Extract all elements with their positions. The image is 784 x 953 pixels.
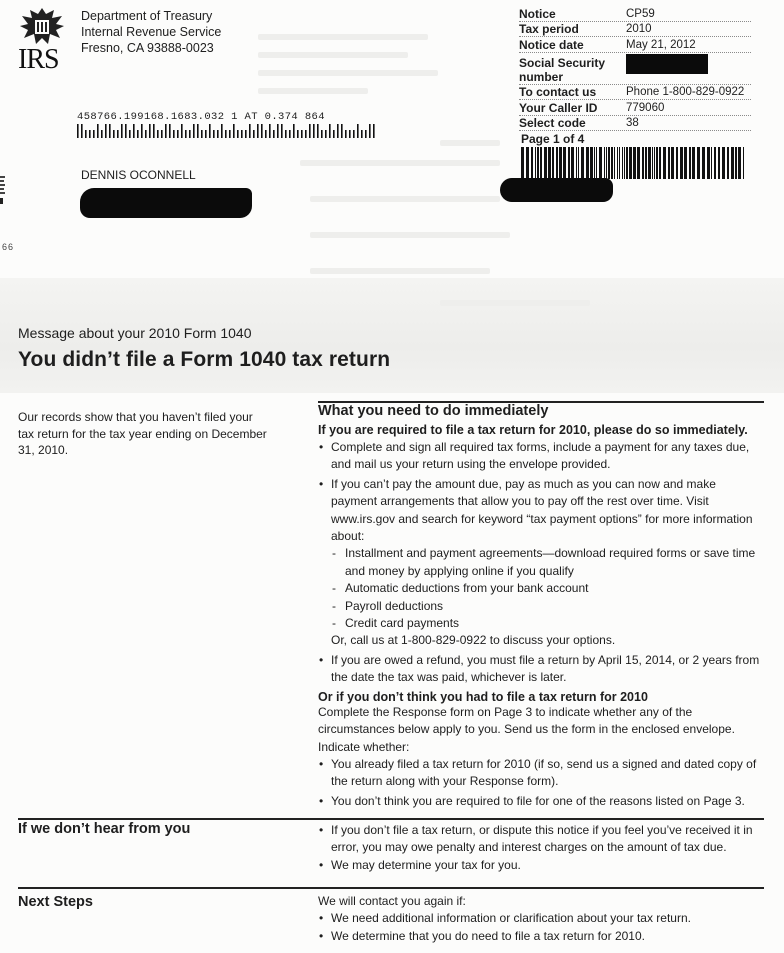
notice-barcode <box>521 147 745 179</box>
list-item: • We may determine your tax for you. <box>318 857 764 874</box>
section-next-steps <box>318 893 764 945</box>
alt-heading: Or if you don’t think you had to file a tax return for 2010 <box>318 689 648 704</box>
list-item: • You already filed a tax return for 2010 (if so, send us a signed and dated copy of the return along with your Response form). <box>318 756 764 791</box>
records-note: Our records show that you haven’t filed your tax return for the tax year ending on December 31, 2010. <box>18 410 267 457</box>
info-label: Notice <box>519 6 556 21</box>
info-value: Phone 1-800-829-0922 <box>626 86 745 98</box>
addressee-name: DENNIS OCONNELL <box>81 168 196 182</box>
agency-line: Fresno, CA 93888-0023 <box>81 41 214 55</box>
info-label: Your Caller ID <box>519 100 598 115</box>
list-item: • We need additional information or clarification about your tax return. <box>318 910 764 927</box>
page-title: You didn’t file a Form 1040 tax return <box>18 348 391 371</box>
show-through <box>258 70 438 76</box>
postnet-barcode <box>77 124 377 138</box>
section-subheading: If you are required to file a tax return for 2010, please do so immediately. <box>318 423 748 437</box>
show-through <box>310 232 510 238</box>
info-label: Tax period <box>519 22 579 36</box>
show-through <box>440 140 500 146</box>
info-row-ssn <box>519 53 751 85</box>
show-through <box>310 196 500 202</box>
option-item: - Installment and payment agreements—download required forms or save time and money by applying online if you qualify <box>331 545 764 580</box>
section-heading: If we don’t hear from you <box>18 821 191 837</box>
section-heading: What you need to do immediately <box>318 403 549 419</box>
info-value <box>626 54 751 84</box>
info-label: Notice date <box>519 37 584 52</box>
list-item: • If you are owed a refund, you must file a return by April 15, 2014, or 2 years from the date the tax was paid, whichever is later. <box>318 652 764 687</box>
margin-mark <box>0 176 5 206</box>
info-label: Social Security number <box>519 55 606 84</box>
option-item: - Credit card payments <box>331 615 764 632</box>
info-row-notice <box>519 6 751 22</box>
list-item: • If you can’t pay the amount due, pay as much as you can now and make payment arrangements that allow you to pay off the rest over time. Visit www.irs.gov and search for keyword “tax payment options” for more information about: <box>318 476 764 546</box>
info-value: 2010 <box>626 23 652 35</box>
alt-text: Complete the Response form on Page 3 to indicate whether any of the circumstances below apply to you. Send us the form in the enclosed envelope. <box>318 704 735 737</box>
info-label: Select code <box>519 116 586 130</box>
info-row-caller-id <box>519 100 751 116</box>
info-row-tax-period <box>519 22 751 38</box>
list-item: • If you don’t file a tax return, or dispute this notice if you feel you’ve received it in error, you may owe penalty and interest charges on the amount of tax due. <box>318 822 764 857</box>
info-value: 779060 <box>626 101 665 114</box>
info-value: May 21, 2012 <box>626 38 696 51</box>
list-item: • Complete and sign all required tax forms, include a payment for any taxes due, and mail us your return using the envelope provided. <box>318 439 764 474</box>
info-value: 38 <box>626 117 639 129</box>
show-through <box>300 160 500 166</box>
section-what-to-do <box>318 403 764 810</box>
show-through <box>258 52 408 58</box>
mail-routing-number: 458766.199168.1683.032 1 AT 0.374 864 <box>77 111 325 123</box>
info-value: CP59 <box>626 7 655 20</box>
section-no-response <box>318 822 764 874</box>
next-steps-intro: We will contact you again if: <box>318 894 466 908</box>
show-through <box>258 34 428 40</box>
notice-message: Message about your 2010 Form 1040 <box>18 325 252 341</box>
section-divider <box>18 887 764 889</box>
section-heading: Next Steps <box>18 894 93 910</box>
option-item: - Payroll deductions <box>331 598 764 615</box>
call-us-text: Or, call us at 1-800-829-0922 to discuss your options. <box>331 633 616 648</box>
list-item: • You don’t think you are required to file for one of the reasons listed on Page 3. <box>318 793 764 810</box>
section-divider <box>18 818 764 820</box>
agency-address <box>81 8 221 56</box>
option-item: - Automatic deductions from your bank account <box>331 580 764 597</box>
info-row-select-code <box>519 116 751 132</box>
redacted-address <box>80 188 252 218</box>
show-through <box>258 88 368 94</box>
info-row-contact <box>519 85 751 101</box>
show-through <box>310 268 490 274</box>
irs-logo <box>18 6 66 75</box>
agency-line: Internal Revenue Service <box>81 25 222 39</box>
list-item: • We determine that you do need to file a tax return for 2010. <box>318 928 764 945</box>
redacted-field <box>500 178 613 202</box>
agency-line: Department of Treasury <box>81 9 213 23</box>
eagle-icon <box>18 6 66 46</box>
page-indicator: Page 1 of 4 <box>521 132 585 146</box>
show-through <box>440 300 590 306</box>
redacted-ssn <box>626 54 708 74</box>
info-label: To contact us <box>519 85 597 99</box>
irs-logo-text: IRS <box>18 44 59 75</box>
info-row-notice-date <box>519 37 751 53</box>
indicate-text: Indicate whether: <box>318 739 410 754</box>
margin-number: 66 <box>2 242 15 252</box>
notice-info-box <box>519 6 751 131</box>
